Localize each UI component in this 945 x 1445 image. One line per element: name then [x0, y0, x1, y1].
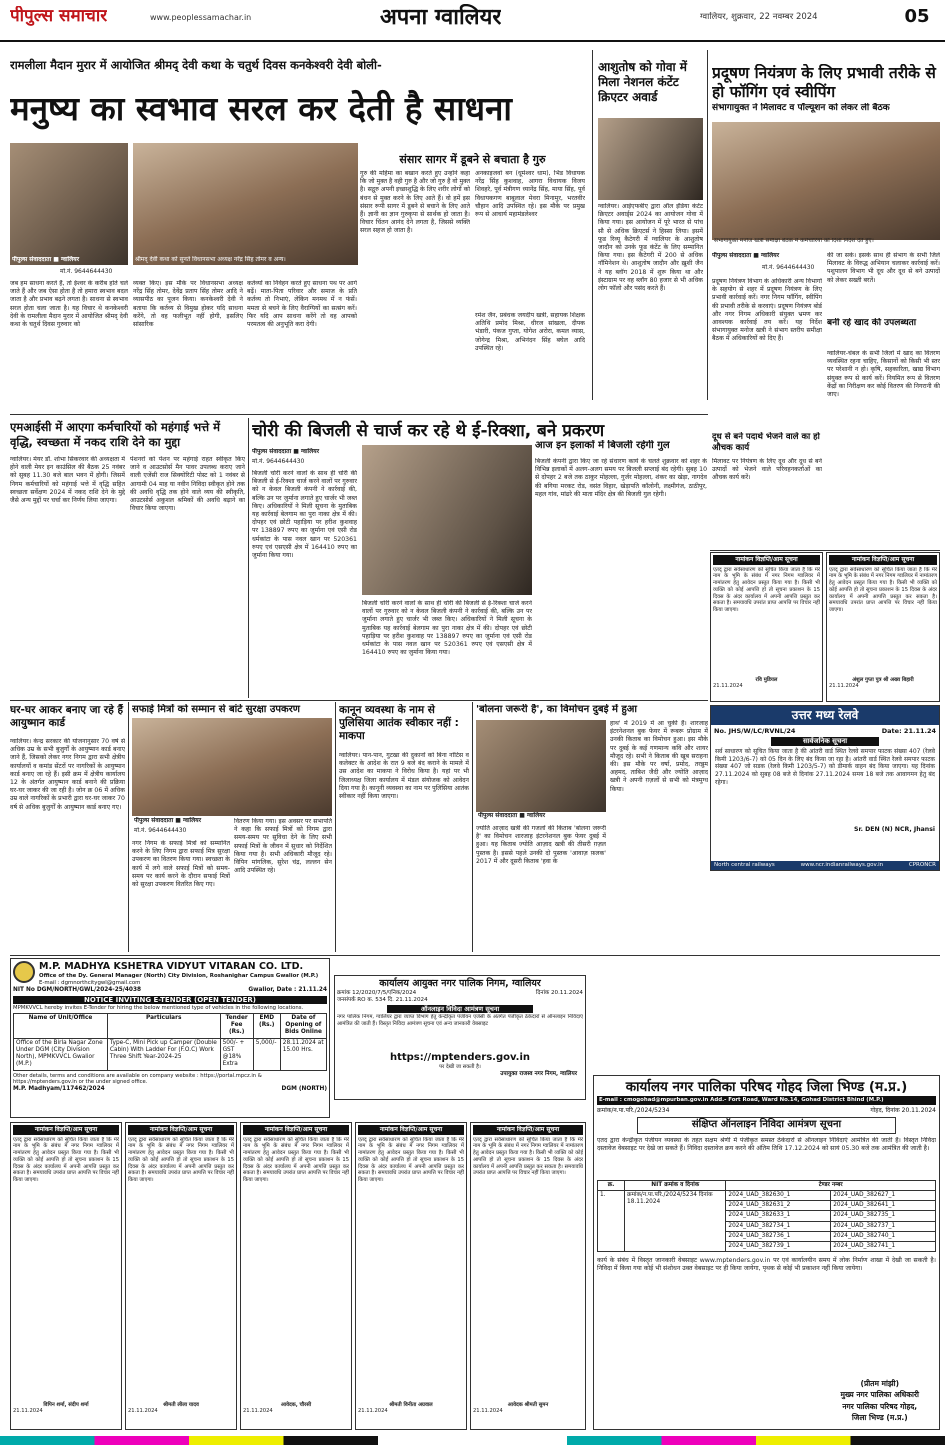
tender-id: 2024_UAD_382641_1 [831, 1201, 936, 1211]
nigam-site[interactable]: https://mptenders.gov.in [389, 1051, 531, 1063]
story-column: कर्तव्यों का निर्वहन करते हुए साधना पथ पर आगे बढ़ें। माता-पिता परिवार और समाज के प्रति कर्तव्य तो निभाएं, लेकिन मनमथ में न फंसें। ममता से बचने के लिए वैराग्यियों का सत्संग करें। फिर यदि आप साधना करेंगे तो वह आपको परमतत्व की अनुभूति करा देगी। [247, 280, 357, 328]
tender-code: M.P. Madhyam/117462/2024 [13, 1085, 105, 1092]
railway-notice [710, 705, 940, 871]
notice-name: अंशुल गुप्ता पुत्र श्री अख्य बिहारी [852, 676, 914, 683]
railway-title: उत्तर मध्य रेलवे [711, 706, 939, 725]
nigam-notice-title: ऑनलाइन विविदा आमंत्रण सूचना [387, 1005, 533, 1013]
col-header: Tender Fee (Rs.) [220, 1013, 253, 1038]
company-email: E-mail : dgmnorthcitygwl@gmail.com [39, 979, 141, 986]
railway-ref: No. JHS/W/LC/RVNL/24 [714, 727, 796, 735]
gohad-table [597, 1180, 936, 1253]
photo-audience [133, 143, 358, 265]
public-notice [240, 1122, 352, 1430]
story-headline: 'बोलना जरूरी है', का विमोचन दुबई में हुआ [476, 704, 638, 715]
photo-kanakeshwari-devi [10, 143, 128, 265]
photo-caption: संभागायुक्त मनोज खत्री समीक्षा बैठक में कर्मचारियों को दिशा निर्देश देते हुए। [714, 238, 874, 244]
gohad-title: कार्यालय नगर पालिका परिषद गोहद जिला भिण्ड (म.प्र.) [625, 1079, 908, 1095]
public-notice [125, 1122, 237, 1430]
story-column: बिजली कंपनी द्वारा किए जा रहे संधारण कार्य के चलते शुक्रवार को शहर के विभिन्न इलाकों में अलग-अलग समय पर बिजली सप्लाई बंद रहेगी। सुबह 10 से दोपहर 2 बजे तक ठाकुर मोहल्ला, गुर्जर मोहल्ला, शंकर का खेड़ा, नागदेव की बगिया मरकट रोड, वसंत विहार, खेड़ापति कॉलोनी, लक्ष्मीगंज, ठाठीपुर, महल गांव, मांढरे की माता मंदिर क्षेत्र की बिजली गुल रहेगी। [535, 458, 707, 498]
company-name: M.P. MADHYA KSHETRA VIDYUT VITARAN CO. LTD. [39, 961, 304, 972]
story-column: बिजली चोरी करने वालों के साथ ही चोरी की बिजली से ई-रिक्शा चार्ज करने वालों पर गुरुवार को न केवल बिजली कंपनी ने कार्रवाई की, बल्कि उन पर जुर्माना लगाते हुए चार्जर भी जब्त किए। अधिकारियों ने मिली सूचना के मुताबिक यह कार्रवाई बेलगाम का पुरा नाका क्षेत्र में की। दोपहर एवं छोटी पहाड़िया पर हरीश कुशवाह पर 138897 रुपए का जुर्माना एवं एसी रोड धर्मकांटा के पास नवल खान पर 520361 रुपए एवं एसएसी क्षेत्र में 164410 रुपए का जुर्माना किया गया। [362, 600, 532, 657]
registration-strip [0, 1436, 945, 1445]
notice-name: विपिन शर्मा, संदीप शर्मा [43, 1401, 89, 1408]
public-notice [710, 552, 823, 702]
photo-ashutosh [598, 118, 703, 200]
subhead: आज इन इलाकों में बिजली रहेगी गुल [535, 440, 670, 451]
story-column: गुरु की महिमा का बखान करते हुए उन्होंने कहा कि जो मुक्त है वही गुरु है और जो गुरु है वो मुक्त है। सद्गुरु अपनी इच्छाशुद्धि के लिए शरीर लोगों को बंधन से मुक्त करने के लिए आते हैं। वो हमें इस संसार रूपी सागर में डूबने से बचाने के लिए आते हैं। ज्ञानी का ज्ञान गुरुकृपा से सार्थक हो जाता है। विचार चिंतन आनंद देने लगता है, जिससे व्यक्ति सरल सहज हो जाता है। [360, 170, 470, 235]
signer-line: जिला भिण्ड (म.प्र.) [851, 1412, 908, 1422]
tender-id: 2024_UAD_382741_1 [831, 1242, 936, 1252]
website: www.peoplessamachar.in [150, 13, 252, 22]
gohad-notice: संक्षिप्त ऑनलाइन निविदा आमंत्रण सूचना [637, 1117, 896, 1134]
nigam-signer: उपायुक्त राजस्व नगर निगम, ग्वालियर [500, 1071, 577, 1078]
notice-body: एतद् द्वारा सर्वसाधारण को सूचित किया जाता है कि मेरे नाम के भूमि के संबंध में नगर निगम ग्वालियर में नामांतरण हेतु आवेदन प्रस्तुत किया गया है। किसी भी व्यक्ति को कोई आपत्ति हो तो सूचना प्रकाशन के 15 दिवस के अंदर कार्यालय में अपनी आपत्ति प्रस्तुत कर सकता है। समयावधि उपरांत प्राप्त आपत्ति पर विचार नहीं किया जाएगा। [829, 566, 937, 613]
gohad-date: गोहद, दिनांक 20.11.2024 [870, 1106, 936, 1114]
story-column: अनकाइजर्वा बन (धूमेश्वर धाम), भिंड विधायक नरेंद्र सिंह कुशवाह, आगरा विधायक विजय शिवहरे, पूर्व मंत्रीगण ध्यानेंद्र सिंह, माया सिंह, पूर्व विधायकगण बाबूलाल मेवरा मिनामुर, भरतवीर चौहान आदि उपस्थित रहे। इस मौके पर प्रमुख रूप से आचार्य महामंडलेश्वर [475, 170, 585, 218]
tender-intro: MPMKVVCL hereby invites E-Tender for hiring the below mentioned type of vehicles in the following locations. [13, 1005, 304, 1012]
railway-body: सर्व साधारण को सूचित किया जाता है की आंतरी वार्ड स्थित रेलवे समपार फाटक संख्या 407 (रेलवे किमी 1203/6-7) को 05 दिन के लिए बंद किया जा रहा है। आंतरी वार्ड स्थित रेलवे समपार फाटक संख्या 407 जो सडक (रेलवे किमी 1203/5-7) को डीमार्क वाहन बंद किया जाएगा। यह दिनांक 27.11.2024 को सुबह 08 बजे से दिनांक 27.11.2024 समय 18 बजे तक आवागमन हेतु बंद रहेगा। [715, 747, 935, 787]
notice-body: एतद् द्वारा सर्वसाधारण को सूचित किया जाता है कि मेरे नाम के भूमि के संबंध में नगर निगम ग्वालियर में नामांतरण हेतु आवेदन प्रस्तुत किया गया है। किसी भी व्यक्ति को कोई आपत्ति हो तो सूचना प्रकाशन के 15 दिवस के अंदर कार्यालय में अपनी आपत्ति प्रस्तुत कर सकता है। समयावधि उपरांत प्राप्त आपत्ति पर विचार नहीं किया जाएगा। [358, 1136, 464, 1183]
story-body: ग्वालियर। आईएफबीए द्वारा ऑल इंडिया कंटेंट क्रिएटर अवार्ड्स 2024 का आयोजन गोवा में किया गया। इस आयोजन में पूरे भारत से पांच सौ से अधिक क्रिएटर्स ने हिस्सा लिया। इसमें फूड रिव्यू कैटेगरी में ग्वालियर के आशुतोष जादौन को उनके फूड कंटेंट के लिए सम्मानित किया गया। इस कैटेगरी में 200 से अधिक नॉमिनेशन थे। आशुतोष जादौन और ख़ुशी जैन ने यह ब्लॉग 2018 में शुरू किया था और इंस्टाग्राम पर वह ब्लॉग 80 हजार से भी अधिक लोग फॉलो और पसंद करते हैं। [598, 203, 703, 292]
notice-body: एतद् द्वारा सर्वसाधारण को सूचित किया जाता है कि मेरे नाम के भूमि के संबंध में नगर निगम ग्वालियर में नामांतरण हेतु आवेदन प्रस्तुत किया गया है। किसी भी व्यक्ति को कोई आपत्ति हो तो सूचना प्रकाशन के 15 दिवस के अंदर कार्यालय में अपनी आपत्ति प्रस्तुत कर सकता है। समयावधि उपरांत प्राप्त आपत्ति पर विचार नहीं किया जाएगा। [713, 566, 820, 613]
notice-title: नामांकन विज्ञप्ति/आम सूचना [473, 1125, 583, 1135]
section-title: अपना ग्वालियर [380, 5, 502, 30]
mobile-no: मो.नं. 9644644430 [762, 264, 815, 271]
nigam-ref: क्रमांक 12/2020/7/5/एनिक/2024 [337, 989, 417, 996]
mpmkvvcl-tender [10, 958, 330, 1118]
table-cell: 28.11.2024 at 15.00 Hrs. [280, 1038, 326, 1070]
table-cell: Type-C, Mini Pick up Camper (Double Cabin) With Ladder For (F.O.C) Work Three Shift Year-2024-25 [107, 1038, 220, 1070]
dateline: ग्वालियर, शुक्रवार, 22 नवम्बर 2024 [700, 12, 818, 22]
col-header: टेण्डर नम्बर [726, 1180, 936, 1190]
story-headline: मनुष्य का स्वभाव सरल कर देती है साधना [10, 89, 512, 128]
notice-date: 21.11.2024 [13, 1408, 43, 1415]
col-header: Particulars [107, 1013, 220, 1038]
notice-title: नामांकन विज्ञप्ति/आम सूचना [13, 1125, 119, 1135]
gohad-tender [593, 1075, 940, 1430]
story-headline: आशुतोष को गोवा में मिला नेशनल कंटेंट क्रिएटर अवार्ड [598, 60, 687, 104]
masthead [0, 0, 945, 42]
byline: पीपुल्स संवाददाता ■ ग्वालियर [712, 252, 780, 259]
story-column: नगर निगम के सफाई मित्रों को सम्मानित करने के लिए निगम द्वारा सफाई मित्र सुरक्षा उपकरण का वितरण किया गया। स्वच्छता के कार्य में लगे वाले सफाई मित्रों को समय-समय पर कार्य करने के दौरान सफाई मित्रों को सुरक्षा उपकरण वितरित किए गए। [132, 840, 230, 888]
story-body: ग्वालियर। केन्द्र सरकार की योजनानुसार 70 वर्ष से अधिक उम्र के सभी बुजुर्गों के आयुष्मान कार्ड बनाए जाने हैं, जिसको लेकर नगर निगम द्वारा सभी क्षेत्रीय कार्यालयों व कमांड सेंटरों पर नागरिकों के आयुष्मान कार्ड बनाए जा रहे हैं। इसी क्रम में क्षेत्रीय कार्यालय 12 के अंतर्गत आयुष्मान कार्ड बनाने की प्रक्रिया घर-घर जाकर की जा रही है। जोन क्र 06 में अधिक उम्र वाले नागरिकों के प्रभारी द्वारा घर-घर जाकर 70 वर्ष से अधिक बुजुर्गों के आयुष्मान कार्ड बनाए गए। [10, 738, 125, 811]
table-cell: 1. [598, 1190, 625, 1251]
notice-date: 21.11.2024 [713, 683, 743, 690]
tender-id: 2024_UAD_382734_1 [726, 1221, 831, 1231]
nit-no: NIT No DGM/NORTH/GWL/2024-25/4038 [13, 987, 142, 994]
notice-title: नामांकन विज्ञप्ति/आम सूचना [243, 1125, 349, 1135]
notice-date: 21.11.2024 [128, 1408, 158, 1415]
story-column: जब हम साधना करते हैं, तो ईश्वर के करीब होते चले जाते हैं और जब ऐसा होता है तो हमारा स्वभाव बदल जाता है और प्रभाव बढ़ने लगता है। साधना से स्वभाव सरल होता चला जाता है। यह विचार थे कनकेश्वरी देवी के रामलीला मैदान मुरार में आयोजित श्रीमद् देवी कथा के चतुर्थ दिवस गुरुवार को [10, 280, 128, 328]
mpmk-logo-icon [13, 961, 35, 983]
railway-notice-title: सार्वजनिक सूचना [771, 737, 879, 746]
byline: पीपुल्स संवाददाता ■ ग्वालियर [478, 812, 546, 819]
story-headline: प्रदूषण नियंत्रण के लिए प्रभावी तरीके से हो फॉगिंग एवं स्वीपिंग [712, 64, 936, 101]
photo-caption: श्रीमद् देवी कथा को सुनते विधानसभा अध्यक्ष नरेंद्र सिंह तोमर व अन्य। [135, 256, 286, 263]
story-column: रमेश जैन, प्रबंधक जयदीप खत्री, सहायक शिक्षक अतिथि प्रमोद मिश्रा, धीरज सांखला, दीपक भंडारी, पंकज गुप्ता, योगेश अरोरा, कमल व्यास, जोगेन्द्र मिश्रा, अभिनंदन सिंह बघेल आदि उपस्थित रहे। [475, 312, 585, 352]
table-cell: Office of the Birla Nagar Zone Under DGM (City Division North), MPMKVVCL Gwalior (M.P.) [14, 1038, 108, 1070]
story-column: की जा सके। इसके साथ ही संभाग के सभी जिले मिलावट के विरुद्ध अभियान चलाकर कार्रवाई करें। पशुपालन विभाग भी दूध और दूध से बने उत्पादों को लेकर सख्ती बरतें। [827, 252, 940, 284]
story-column: ज्योति आज़ाद खत्री की गजलों की किताब 'बोलना जरूरी है' का विमोचन शारजाह इंटरनेशनल बुक फेयर दुबई में हुआ। यह किताब ज्योति आज़ाद खत्री की तीसरी ग़ज़ल पुस्तक है। इससे पहले उनकी दो पुस्तक 'आवाज़ फ़लक' 2017 में और दूसरी किताब 'हवा के [476, 825, 606, 865]
story-headline: घर-घर आकर बनाए जा रहे हैं आयुष्मान कार्ड [10, 704, 124, 729]
subhead: संसार सागर में डूबने से बचाता है गुरु [399, 153, 546, 166]
gohad-email: E-mail : cmogohad@mpurban.gov.in Add.- Fort Road, Ward No.14, Gohad District Bhind (M.P.) [597, 1096, 936, 1105]
byline: पीपुल्स संवाददाता ■ ग्वालियर [134, 817, 202, 824]
notice-body: एतद् द्वारा सर्वसाधारण को सूचित किया जाता है कि मेरे नाम के भूमि के संबंध में नगर निगम ग्वालियर में नामांतरण हेतु आवेदन प्रस्तुत किया गया है। किसी भी व्यक्ति को कोई आपत्ति हो तो सूचना प्रकाशन के 15 दिवस के अंदर कार्यालय में अपनी आपत्ति प्रस्तुत कर सकता है। समयावधि उपरांत प्राप्त आपत्ति पर विचार नहीं किया जाएगा। [13, 1136, 119, 1183]
railway-tag: North central railways [714, 862, 775, 869]
tender-id: 2024_UAD_382737_1 [831, 1221, 936, 1231]
nigam-ro: जनसंपर्क RO क. 534 दि. 21.11.2024 [337, 996, 428, 1003]
public-notice [10, 1122, 122, 1430]
notice-body: एतद् द्वारा सर्वसाधारण को सूचित किया जाता है कि मेरे नाम के भूमि के संबंध में नगर निगम ग्वालियर में नामांतरण हेतु आवेदन प्रस्तुत किया गया है। किसी भी व्यक्ति को कोई आपत्ति हो तो सूचना प्रकाशन के 15 दिवस के अंदर कार्यालय में अपनी आपत्ति प्रस्तुत कर सकता है। समयावधि उपरांत प्राप्त आपत्ति पर विचार नहीं किया जाएगा। [473, 1136, 583, 1177]
tender-footer: Other details, terms and conditions are available on company website : https://portal.mpcz.in & https://mptenders.gov.in or the under signed office. [13, 1072, 262, 1086]
story-column: हाथ' में 2019 में आ चुकी हैं। शारजाह इंटरनेशनल बुक फेयर में रूबरू प्रोग्राम में उनकी किताब का विमोचन हुआ। इस मौके पर दुबई के कई गणमान्य कवि और शायर मौजूद रहे। सभी ने किताब की खूब सराहना की। इस मौके पर वर्षा, प्रमोद, तरन्नुम अहमद, ताबिश जैदी और ज्योति आज़ाद खत्री ने अपनी ग़ज़लों से सभी को मंत्रमुग्ध किया। [610, 720, 708, 793]
story-body: ग्वालियर। पान-पान, गुटखा की दुकानों को बिना नोटिस व कलेक्टर के आदेश के रात 9 बजे बंद कराने के मामले में उस आदेश का माकपा ने विरोध किया है। यहां पर भी जिलाध्यक्ष जिला कार्यालय में मंडल संयोजक को आवेदन दिया गया है। कानूनी व्यवस्था का नाम पर पुलिसिया आतंक स्वीकार नहीं किया जाएगा। [339, 752, 469, 800]
tender-id: 2024_UAD_382735_1 [831, 1211, 936, 1221]
story-column: व्यक्त किए। इस मौके पर विधानसभा अध्यक्ष नरेंद्र सिंह तोमर, देवेंद्र प्रताप सिंह तोमर आदि ने व्यासपीठ का पूजन किया। कनकेश्वरी देवी ने बताया कि कर्तव्य से विमुख होकर यदि साधना करेंगे, तो वह फलीभूत नहीं होगी, इसलिए सांसारिक [133, 280, 243, 328]
col-header: NIT क्रमांक व दिनांक [625, 1180, 726, 1190]
page-number: 05 [904, 6, 930, 27]
notice-date: 21.11.2024 [243, 1408, 273, 1415]
tender-id: 2024_UAD_382633_1 [726, 1211, 831, 1221]
photo-erickshaw [362, 445, 532, 595]
photo-book-launch [476, 720, 606, 812]
col-header: Name of Unit/Office [14, 1013, 108, 1038]
mobile-no: मो.नं. 9644644430 [134, 827, 187, 834]
gohad-body: एतद द्वारा केन्द्रीकृत पंजीयन व्यवस्था के तहत सक्षम श्रेणी में पंजीकृत समस्त ठेकेदारों से ऑनलाइन निविदाएं आमंत्रित की जाती हैं। विस्तृत निविदा दस्तावेज वेबसाइट पर देखे जा सकते हैं। निविदा दस्तावेज क्रय करने की अंतिम तिथि 17.12.2024 को सायं 05.30 बजे तक आमंत्रित की जाती है। [597, 1136, 936, 1152]
byline: पीपुल्स संवाददाता ■ ग्वालियर [252, 448, 320, 455]
story-kicker: रामलीला मैदान मुरार में आयोजित श्रीमद् देवी कथा के चतुर्थ दिवस कनकेश्वरी देवी बोली- [10, 58, 382, 72]
story-headline: एमआईसी में आएगा कर्मचारियों को महंगाई भत्ते में वृद्धि, स्वच्छता में नकद राशि देने का मुद्दा [10, 420, 220, 449]
story-headline: सफाई मित्रों को सम्मान से बांटे सुरक्षा उपकरण [132, 704, 301, 715]
signer-line: (प्रीतम मांझी) [860, 1379, 900, 1388]
notice-name: आवेदक, चौरसी [280, 1401, 312, 1408]
table-cell: 5,000/- [253, 1038, 280, 1070]
col-header: EMD (Rs.) [253, 1013, 280, 1038]
story-headline: कानून व्यवस्था के नाम से पुलिसिया आतंक स्वीकार नहीं : माकपा [339, 704, 459, 742]
notice-name: श्रीमती लीला यादव [163, 1401, 199, 1408]
notice-date: 21.11.2024 [358, 1408, 388, 1415]
col-header: क्र. [598, 1180, 625, 1190]
photo-safai-mitra [132, 718, 332, 816]
notice-title: नामांकन विज्ञप्ति/आम सूचना [829, 555, 937, 565]
mobile-no: मो.नं. 9644644430 [252, 458, 305, 465]
railway-handle: CPRONCR [908, 862, 936, 869]
notice-date: 21.11.2024 [473, 1408, 503, 1415]
tender-signer: DGM (NORTH) [281, 1085, 327, 1092]
story-headline: चोरी की बिजली से चार्ज कर रहे थे ई-रिक्शा, बने प्रकरण [252, 421, 605, 441]
notice-title: नामांकन विज्ञप्ति/आम सूचना [713, 555, 820, 565]
tender-id: 2024_UAD_382631_2 [726, 1201, 831, 1211]
notice-title: नामांकन विज्ञप्ति/आम सूचना [358, 1125, 464, 1135]
nigam-title: कार्यालय आयुक्त नगर पालिक निगम, ग्वालियर [379, 978, 541, 989]
table-row [14, 1038, 327, 1070]
railway-date: Date: 21.11.24 [881, 727, 936, 735]
signer-line: मुख्य नगर पालिका अधिकारी [840, 1390, 919, 1400]
notice-title: नामांकन विज्ञप्ति/आम सूचना [128, 1125, 234, 1135]
railway-signer: Sr. DEN (N) NCR, Jhansi [853, 825, 935, 833]
story-column: बिजली चोरी करने वालों के साथ ही चोरी की बिजली से ई-रिक्शा चार्ज करने वालों पर गुरुवार को न केवल बिजली कंपनी ने कार्रवाई की, बल्कि उन पर जुर्माना लगाते हुए चार्जर भी जब्त किए। अधिकारियों ने मिली सूचना के मुताबिक यह कार्रवाई बेलगाम का पुरा नाका क्षेत्र में की। दोपहर एवं छोटी पहाड़िया पर हरीश कुशवाह पर 138897 रुपए का जुर्माना एवं एसी रोड धर्मकांटा के पास नवल खान पर 520361 रुपए एवं एसएसी क्षेत्र में 164410 रुपए का जुर्माना किया गया। [252, 470, 357, 559]
story-column: मिलावट पर नियंत्रण के लिए दूध और दूध से बने उत्पादों को भेजने वाले परिवहनकर्ताओं का औचक कार्य करें। [712, 458, 822, 482]
col-header: Date of Opening of Bids Online [280, 1013, 326, 1038]
notice-date: 21.11.2024 [829, 683, 859, 690]
tender-id: 2024_UAD_382630_1 [726, 1190, 831, 1200]
table-cell: 500/- + GST @18% Extra [220, 1038, 253, 1070]
nigam-date: दिनांक 20.11.2024 [535, 989, 583, 996]
notice-name: श्रीमती विनीता अग्रवाल [389, 1401, 433, 1408]
railway-site[interactable]: www.ncr.indianrailways.gov.in [800, 862, 884, 869]
notice-body: एतद् द्वारा सर्वसाधारण को सूचित किया जाता है कि मेरे नाम के भूमि के संबंध में नगर निगम ग्वालियर में नामांतरण हेतु आवेदन प्रस्तुत किया गया है। किसी भी व्यक्ति को कोई आपत्ति हो तो सूचना प्रकाशन के 15 दिवस के अंदर कार्यालय में अपनी आपत्ति प्रस्तुत कर सकता है। समयावधि उपरांत प्राप्त आपत्ति पर विचार नहीं किया जाएगा। [128, 1136, 234, 1183]
story-column: ग्वालियर-चंबल के सभी जिलों में खाद का वितरण व्यवस्थित रहना चाहिए, किसानों को किसी भी स्तर पर परेशानी न हो। कृषि, सहकारिता, खाद्य विभाग संयुक्त रूप से कार्य करें। नियमित रूप से वितरण केंद्रों का निरीक्षण कर कोई वितरण की निगरानी की जाए। [827, 350, 940, 398]
table-cell: क्रमांक/न.पा.परि./2024/5234 दिनांक 18.11.2024 [625, 1190, 726, 1251]
paper-name: पीपुल्स समाचार [10, 6, 108, 26]
byline: पीपुल्स संवाददाता ■ ग्वालियर [12, 256, 80, 263]
tender-title: NOTICE INVITING E-TENDER (OPEN TENDER) [13, 996, 327, 1005]
public-notice [355, 1122, 467, 1430]
tender-date: Gwalior, Date : 21.11.24 [248, 987, 327, 994]
gohad-footer: कार्य के संबंध में विस्तृत जानकारी वेबसाइट www.mptenders.gov.in पर एवं कार्यालयीन समय में लोक निर्माण शाखा में देखी जा सकती है। निविदा में किया गया कोई भी संशोधन उक्त वेबसाइट पर ही किया जायेगा, पृथक से कोई भी प्रकाशन नहीं किया जायेगा। [597, 1257, 936, 1273]
public-notice [826, 552, 940, 702]
tender-id: 2024_UAD_382739_1 [726, 1242, 831, 1252]
story-deck: संभागायुक्त ने मिलावट व पॉल्यूशन को लेकर ली बैठक [712, 103, 890, 113]
mobile-no: मो.नं. 9644644430 [60, 268, 113, 275]
signer-line: नगर पालिका परिषद गोहद, [842, 1401, 918, 1411]
nigam-body: नगर पालिक निगम, ग्वालियर द्वारा व्याप्त विभाग हेतु केन्द्रीकृत पंजीयन एजेंसी के अंतर्गत पंजीकृत ठेकेदारों से ऑनलाइन निविदाएं आमंत्रित की जाती हैं। विस्तृत निविदा आमंत्रण सूचना एवं अन्य जानकारी वेबसाइट [337, 1013, 583, 1027]
nagar-nigam-tender [334, 975, 586, 1100]
story-column: पेंशनरों को पेंशन पर महंगाई राहत स्वीकृत किए जाने व आउटसोर्स मैन पावर उपलब्ध कराए जाने वाली एजेंसी राज सिक्योरिटी पोस्ट को 1 नवंबर से आगामी 04 माह या नवीन निविदा स्वीकृत होने तक की अवधि वृद्धि तक होने वाले व्यय की स्वीकृति, आउटसोर्स अकुशल श्रमिकों की अवधि बढ़ाने का विचार किया जाएगा। [130, 456, 245, 513]
nigam-site-tail: पर देखी जा सकती है। [439, 1064, 481, 1071]
public-notice [470, 1122, 586, 1430]
subhead: बनी रहे खाद की उपलब्धता [827, 318, 917, 328]
subhead: दूध से बने पदार्थ भेजने वाले का हो औचक कार्य [712, 432, 820, 453]
tender-table [13, 1013, 327, 1071]
tender-id: 2024_UAD_382740_1 [831, 1231, 936, 1241]
story-column: ग्वालियर। मेयर डॉ. शोभा सिकरवार की अध्यक्षता में होने वाली मेयर इन काउंसिल की बैठक 25 नवंबर को सुबह 11.30 बजे बाल भवन में होगी। जिसमें निगम कर्मचारियों को महंगाई भत्ते में वृद्धि सहित स्वच्छता सर्वेक्षण 2024 में नकद राशि देने के मुद्दे जैसे अन्य मुद्दों पर चर्चा कर निर्णय लिया जाएगा। [10, 456, 125, 504]
story-column: वितरण किया गया। इस अवसर पर सभापति ने कहा कि सफाई मित्रों को निगम द्वारा समय-समय पर सुविधा देने के लिए सभी सफाई मित्रों के जीवन में सुधार को निर्देशित किया गया है। सभी अधिकारी मौजूद रहे। विपिन मांगलिक, सुरेश चंद्र, लल्लन सेन आदि उपस्थित रहे। [234, 818, 332, 875]
notice-body: एतद् द्वारा सर्वसाधारण को सूचित किया जाता है कि मेरे नाम के भूमि के संबंध में नगर निगम ग्वालियर में नामांतरण हेतु आवेदन प्रस्तुत किया गया है। किसी भी व्यक्ति को कोई आपत्ति हो तो सूचना प्रकाशन के 15 दिवस के अंदर कार्यालय में अपनी आपत्ति प्रस्तुत कर सकता है। समयावधि उपरांत प्राप्त आपत्ति पर विचार नहीं किया जाएगा। [243, 1136, 349, 1183]
notice-name: आवेदक श्रीमती सुमन [507, 1401, 549, 1408]
tender-id: 2024_UAD_382627_1 [831, 1190, 936, 1200]
gohad-ref: क्रमांक/न.पा.परि./2024/5234 [597, 1106, 670, 1114]
table-row [598, 1190, 936, 1200]
story-column: प्रदूषण नियंत्रण विभाग के अधिकारी अन्य विभागों के सहयोग से शहर में प्रदूषण नियंत्रण के लिए प्रभावी कार्रवाई करें। नगर निगम फॉगिंग, स्वीपिंग की प्रभावी तरीके से करवाएं। प्रदूषण नियंत्रण बोर्ड और नगर निगम अधिकारी संयुक्त भ्रमण कर आवश्यक कार्रवाई तय करें। यह निर्देश संभागायुक्त मनोज खत्री ने संभाग स्तरीय समीक्षा बैठक में अधिकारियों को दिए हैं। [712, 278, 822, 343]
company-office: Office of the Dy. General Manager (North) City Division, Roshanighar Campus Gwalior (M.P.) [39, 972, 319, 979]
notice-name: रवि मुडियल [755, 676, 778, 683]
photo-meeting [712, 122, 940, 240]
tender-id: 2024_UAD_382736_1 [726, 1231, 831, 1241]
